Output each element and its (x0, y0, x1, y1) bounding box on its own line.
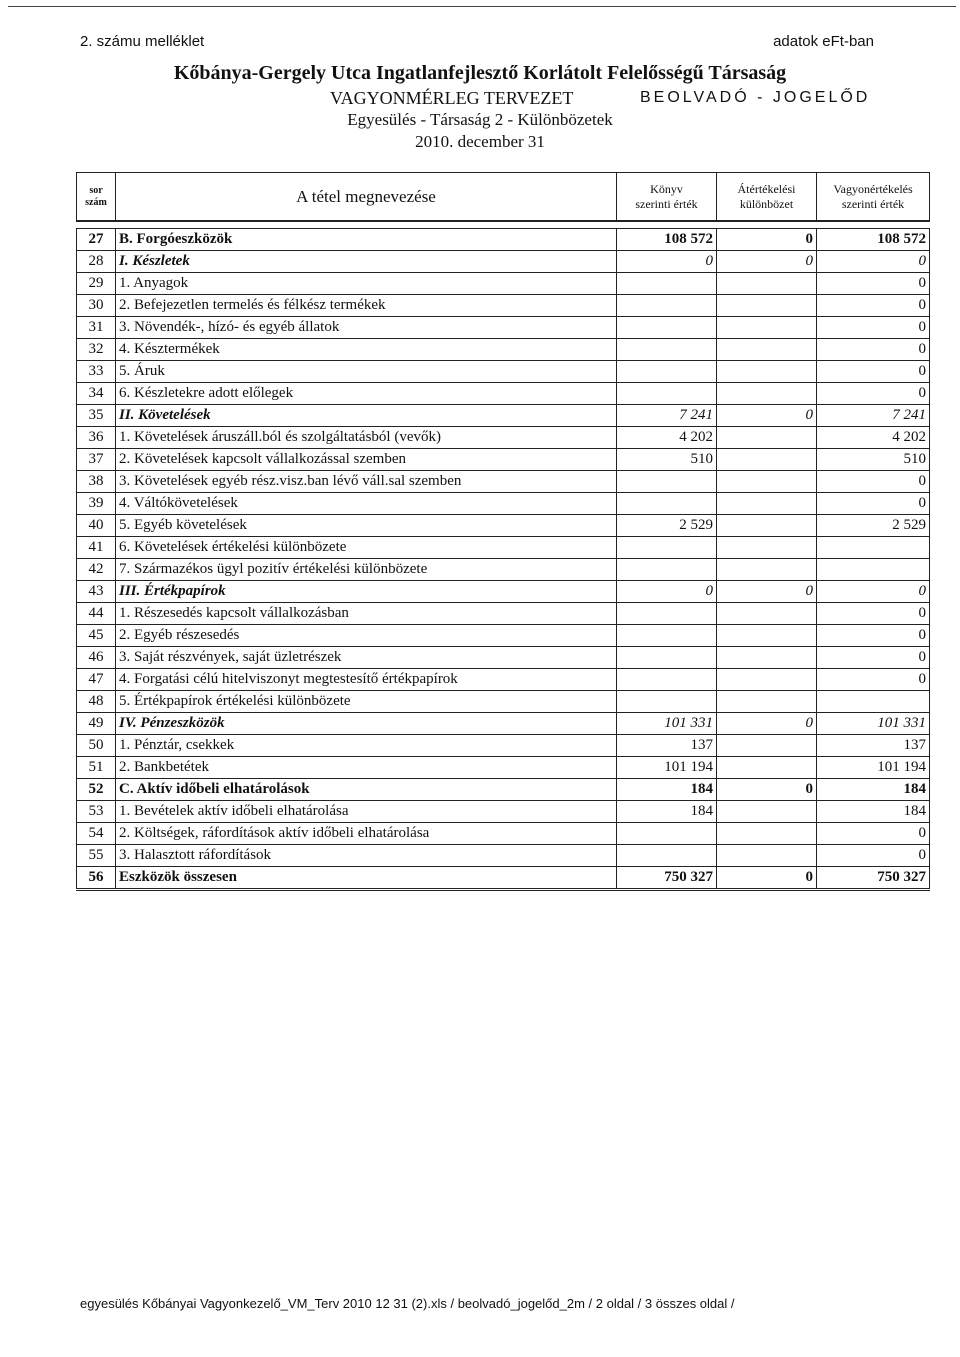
col-reval (717, 173, 817, 222)
row-label: Eszközök összesen (116, 867, 617, 890)
row-number: 34 (77, 383, 116, 405)
reval-value (717, 317, 817, 339)
asset-value: 0 (817, 493, 930, 515)
reval-value: 0 (717, 713, 817, 735)
asset-value (817, 559, 930, 581)
reval-value: 0 (717, 867, 817, 890)
reval-value (717, 801, 817, 823)
asset-value: 184 (817, 779, 930, 801)
asset-value: 0 (817, 845, 930, 867)
table-row (77, 317, 930, 339)
table-row (77, 383, 930, 405)
asset-value: 184 (817, 801, 930, 823)
reval-value (717, 361, 817, 383)
asset-value: 0 (817, 823, 930, 845)
book-value: 108 572 (617, 229, 717, 251)
asset-value: 7 241 (817, 405, 930, 427)
row-label: 1. Követelések áruszáll.ból és szolgáltatásból (vevők) (116, 427, 617, 449)
col-book-l1: Könyv (650, 181, 683, 196)
row-number: 35 (77, 405, 116, 427)
row-number: 51 (77, 757, 116, 779)
asset-value: 0 (817, 471, 930, 493)
reval-value: 0 (717, 229, 817, 251)
col-reval-l1: Átértékelési (737, 181, 796, 196)
book-value (617, 295, 717, 317)
row-number: 32 (77, 339, 116, 361)
book-value (617, 823, 717, 845)
row-label: 1. Részesedés kapcsolt vállalkozásban (116, 603, 617, 625)
table-row (77, 757, 930, 779)
reval-value (717, 603, 817, 625)
row-number: 29 (77, 273, 116, 295)
book-value (617, 361, 717, 383)
col-name: A tétel megnevezése (116, 173, 617, 222)
table-row (77, 823, 930, 845)
table-row (77, 735, 930, 757)
book-value (617, 273, 717, 295)
table-row (77, 405, 930, 427)
asset-value: 108 572 (817, 229, 930, 251)
row-number: 46 (77, 647, 116, 669)
row-label: B. Forgóeszközök (116, 229, 617, 251)
book-value: 510 (617, 449, 717, 471)
book-value (617, 317, 717, 339)
table-row (77, 845, 930, 867)
reval-value: 0 (717, 251, 817, 273)
asset-value: 101 194 (817, 757, 930, 779)
row-label: 5. Egyéb követelések (116, 515, 617, 537)
col-reval-l2: különbözet (739, 196, 794, 211)
asset-value: 0 (817, 669, 930, 691)
reval-value (717, 471, 817, 493)
doc-line3: Egyesülés - Társaság 2 - Különbözetek (347, 110, 613, 129)
row-number: 37 (77, 449, 116, 471)
reval-value (717, 339, 817, 361)
row-label: 2. Költségek, ráfordítások aktív időbeli elhatárolása (116, 823, 617, 845)
reval-value (717, 559, 817, 581)
col-asset-l1: Vagyonértékelés (833, 181, 913, 196)
doc-subtitle: BEOLVADÓ - JOGELŐD (640, 89, 871, 106)
table-row (77, 295, 930, 317)
asset-value: 750 327 (817, 867, 930, 890)
book-value (617, 845, 717, 867)
table-row (77, 669, 930, 691)
row-number: 48 (77, 691, 116, 713)
book-value (617, 559, 717, 581)
asset-value (817, 537, 930, 559)
row-number: 54 (77, 823, 116, 845)
row-label: 3. Követelések egyéb rész.visz.ban lévő váll.sal szemben (116, 471, 617, 493)
row-label: 6. Készletekre adott előlegek (116, 383, 617, 405)
asset-value: 0 (817, 647, 930, 669)
asset-value: 2 529 (817, 515, 930, 537)
asset-value: 0 (817, 625, 930, 647)
row-number: 28 (77, 251, 116, 273)
row-label: 2. Bankbetétek (116, 757, 617, 779)
col-sor (77, 173, 116, 222)
row-number: 30 (77, 295, 116, 317)
book-value: 184 (617, 801, 717, 823)
book-value (617, 669, 717, 691)
row-number: 44 (77, 603, 116, 625)
book-value: 184 (617, 779, 717, 801)
header-spacer (77, 221, 930, 229)
row-number: 39 (77, 493, 116, 515)
row-number: 40 (77, 515, 116, 537)
reval-value (717, 757, 817, 779)
row-number: 52 (77, 779, 116, 801)
asset-value: 101 331 (817, 713, 930, 735)
row-label: 7. Származékos ügyl pozitív értékelési különbözete (116, 559, 617, 581)
book-value (617, 471, 717, 493)
top-rule (8, 6, 956, 7)
book-value: 4 202 (617, 427, 717, 449)
row-number: 31 (77, 317, 116, 339)
table-row (77, 493, 930, 515)
book-value: 0 (617, 251, 717, 273)
table-row (77, 361, 930, 383)
row-label: 1. Anyagok (116, 273, 617, 295)
book-value: 2 529 (617, 515, 717, 537)
doc-title: VAGYONMÉRLEG TERVEZET (330, 88, 574, 108)
row-number: 36 (77, 427, 116, 449)
reval-value (717, 735, 817, 757)
col-asset-l2: szerinti érték (841, 196, 905, 211)
asset-value: 4 202 (817, 427, 930, 449)
table-row (77, 537, 930, 559)
table-row (77, 339, 930, 361)
table-row (77, 691, 930, 713)
reval-value (717, 427, 817, 449)
row-label: 5. Értékpapírok értékelési különbözete (116, 691, 617, 713)
asset-value: 0 (817, 251, 930, 273)
company-name: Kőbánya-Gergely Utca Ingatlanfejlesztő Korlátolt Felelősségű Társaság (173, 62, 787, 84)
asset-value: 0 (817, 339, 930, 361)
row-label: 4. Váltókövetelések (116, 493, 617, 515)
reval-value (717, 295, 817, 317)
annex-label: 2. számu melléklet (80, 33, 205, 50)
row-label: 3. Halasztott ráfordítások (116, 845, 617, 867)
table-row (77, 449, 930, 471)
row-label: C. Aktív időbeli elhatárolások (116, 779, 617, 801)
row-label: 6. Követelések értékelési különbözete (116, 537, 617, 559)
reval-value (717, 515, 817, 537)
row-number: 27 (77, 229, 116, 251)
table-row (77, 603, 930, 625)
reval-value: 0 (717, 405, 817, 427)
table-row (77, 647, 930, 669)
book-value: 750 327 (617, 867, 717, 890)
doc-date: 2010. december 31 (415, 132, 545, 151)
row-label: 1. Pénztár, csekkek (116, 735, 617, 757)
reval-value (717, 493, 817, 515)
row-number: 38 (77, 471, 116, 493)
asset-value: 0 (817, 383, 930, 405)
row-label: 3. Saját részvények, saját üzletrészek (116, 647, 617, 669)
reval-value (717, 823, 817, 845)
row-label: IV. Pénzeszközök (116, 713, 617, 735)
col-sor-label: sor (89, 184, 103, 196)
reval-value (717, 691, 817, 713)
reval-value (717, 537, 817, 559)
row-number: 41 (77, 537, 116, 559)
row-number: 50 (77, 735, 116, 757)
book-value: 137 (617, 735, 717, 757)
row-number: 45 (77, 625, 116, 647)
book-value (617, 691, 717, 713)
row-label: 4. Késztermékek (116, 339, 617, 361)
asset-value: 0 (817, 317, 930, 339)
asset-value: 0 (817, 361, 930, 383)
asset-value: 0 (817, 603, 930, 625)
col-book-l2: szerinti érték (635, 196, 698, 211)
row-label: 2. Befejezetlen termelés és félkész termékek (116, 295, 617, 317)
table-row (77, 713, 930, 735)
table-row (77, 779, 930, 801)
row-label: 5. Áruk (116, 361, 617, 383)
reval-value (717, 449, 817, 471)
book-value (617, 625, 717, 647)
row-label: 1. Bevételek aktív időbeli elhatárolása (116, 801, 617, 823)
reval-value (717, 669, 817, 691)
reval-value (717, 647, 817, 669)
table-row (77, 559, 930, 581)
page-footer: egyesülés Kőbányai Vagyonkezelő_VM_Terv 2010 12 31 (2).xls / beolvadó_jogelőd_2m / 2 oldal / 3 összes oldal / (80, 1296, 735, 1311)
book-value (617, 537, 717, 559)
row-number: 42 (77, 559, 116, 581)
table-row (77, 867, 930, 890)
row-label: III. Értékpapírok (116, 581, 617, 603)
col-szam-label: szám (85, 196, 107, 208)
book-value (617, 603, 717, 625)
asset-value (817, 691, 930, 713)
row-number: 55 (77, 845, 116, 867)
book-value: 0 (617, 581, 717, 603)
row-label: II. Követelések (116, 405, 617, 427)
reval-value (717, 383, 817, 405)
reval-value (717, 845, 817, 867)
row-label: I. Készletek (116, 251, 617, 273)
asset-value: 0 (817, 581, 930, 603)
row-number: 33 (77, 361, 116, 383)
book-value: 101 194 (617, 757, 717, 779)
row-number: 56 (77, 867, 116, 890)
row-number: 53 (77, 801, 116, 823)
book-value (617, 383, 717, 405)
table-row (77, 273, 930, 295)
asset-value: 510 (817, 449, 930, 471)
book-value: 7 241 (617, 405, 717, 427)
reval-value: 0 (717, 779, 817, 801)
asset-value: 137 (817, 735, 930, 757)
table-row (77, 581, 930, 603)
reval-value (717, 625, 817, 647)
table-header (77, 173, 930, 222)
row-label: 4. Forgatási célú hitelviszonyt megtestesítő értékpapírok (116, 669, 617, 691)
row-number: 47 (77, 669, 116, 691)
book-value (617, 339, 717, 361)
asset-value: 0 (817, 295, 930, 317)
book-value (617, 647, 717, 669)
row-number: 49 (77, 713, 116, 735)
table-row (77, 471, 930, 493)
row-label: 3. Növendék-, hízó- és egyéb állatok (116, 317, 617, 339)
table-row (77, 801, 930, 823)
col-asset (817, 173, 930, 222)
reval-value (717, 273, 817, 295)
row-label: 2. Egyéb részesedés (116, 625, 617, 647)
asset-value: 0 (817, 273, 930, 295)
table-row (77, 229, 930, 251)
table-row (77, 515, 930, 537)
table-row (77, 427, 930, 449)
col-book (617, 173, 717, 222)
book-value: 101 331 (617, 713, 717, 735)
row-number: 43 (77, 581, 116, 603)
balance-table (76, 172, 930, 891)
unit-label: adatok eFt-ban (773, 33, 874, 50)
book-value (617, 493, 717, 515)
row-label: 2. Követelések kapcsolt vállalkozással szemben (116, 449, 617, 471)
reval-value: 0 (717, 581, 817, 603)
table-row (77, 251, 930, 273)
table-row (77, 625, 930, 647)
